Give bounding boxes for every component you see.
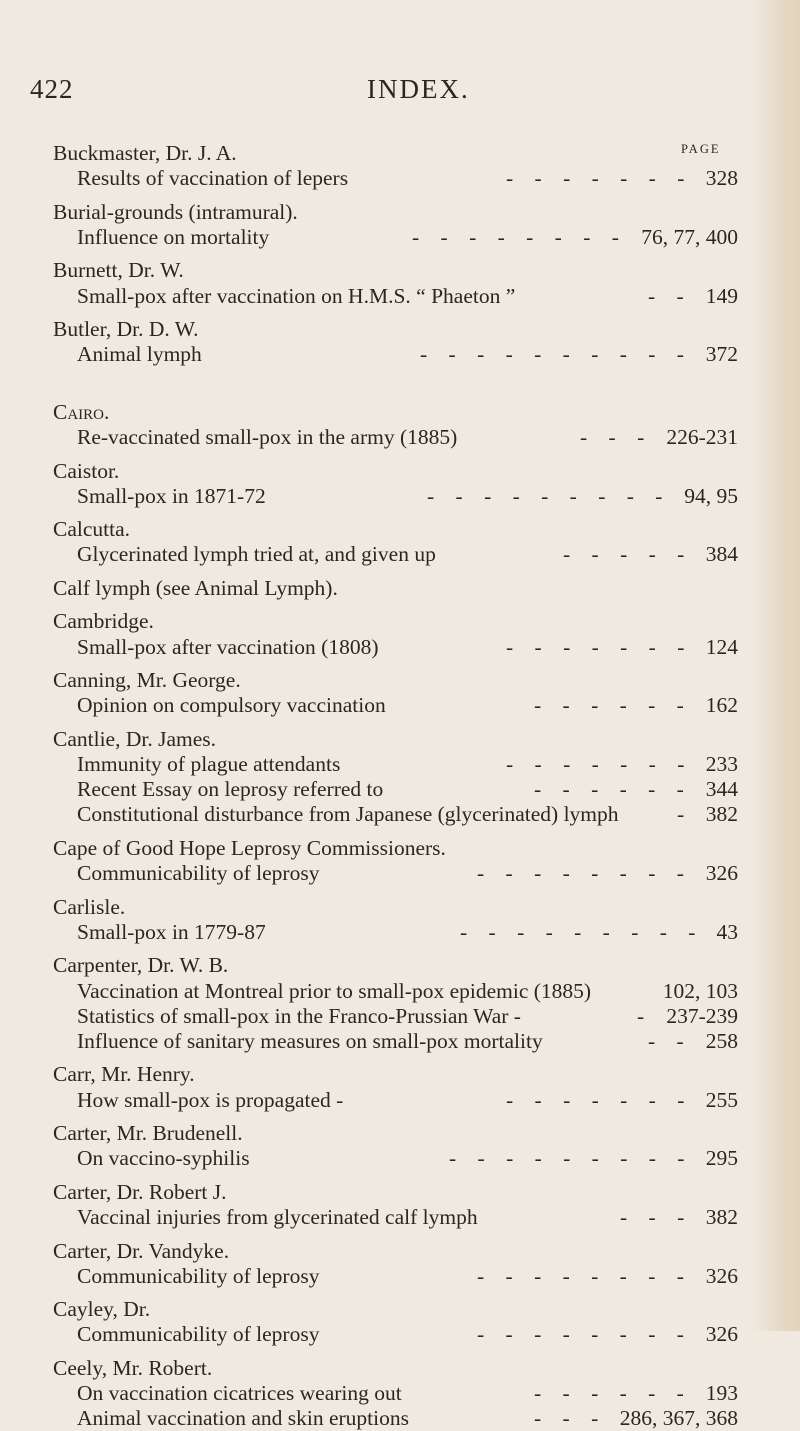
subentry-text: Small-pox in 1779-87 [77, 919, 266, 944]
dot-leader: - - - [534, 1406, 607, 1431]
page-column-label: PAGE [681, 142, 721, 156]
running-title: INDEX. [367, 74, 470, 104]
page-ref: 286, 367, 368 [619, 1406, 738, 1431]
subentry-text: Animal vaccination and skin eruptions [77, 1406, 409, 1431]
heading-text: Carr, Mr. Henry. [53, 1062, 195, 1087]
dot-leader: - - - - - [563, 542, 693, 567]
dot-leader: - - [648, 1028, 692, 1053]
heading-text: Carter, Dr. Robert J. [53, 1179, 227, 1204]
dot-leader: - [637, 1003, 653, 1028]
index-heading [0, 458, 800, 484]
index-subentry [0, 1380, 800, 1406]
heading-text: Carlisle. [53, 894, 126, 919]
index-subentry [0, 1003, 800, 1029]
heading-text: Buckmaster, Dr. J. A. [53, 141, 237, 165]
subentry-text: On vaccino-syphilis [77, 1146, 250, 1171]
index-heading [0, 726, 800, 752]
index-subentry [0, 224, 800, 250]
index-subentry [0, 1145, 800, 1171]
index-subentry [0, 341, 800, 367]
page-ref: 124 [705, 634, 738, 659]
index-heading [0, 1120, 800, 1146]
subentry-text: Immunity of plague attendants [77, 752, 341, 776]
index-subentry [0, 283, 800, 309]
page-ref: 43 [716, 919, 738, 944]
index-subentry [0, 1321, 800, 1347]
dot-leader: - - - - - - - [506, 634, 693, 659]
dot-leader: - - - - - - - - - [427, 483, 671, 508]
heading-text: Cape of Good Hope Leprosy Commissioners. [53, 835, 446, 860]
index-heading [0, 952, 800, 978]
index-heading [0, 1061, 800, 1087]
page-ref: 382 [705, 802, 738, 827]
heading-text: Cayley, Dr. [53, 1297, 151, 1322]
subentry-text: Communicability of leprosy [77, 1322, 320, 1347]
dot-leader: - - - - - - - - [412, 224, 627, 249]
page-ref: 255 [705, 1087, 738, 1112]
index-subentry [0, 751, 800, 777]
index-heading [0, 1179, 800, 1205]
index-subentry [0, 860, 800, 886]
page-ref: 102, 103 [662, 978, 738, 1003]
page-ref: 344 [705, 777, 738, 802]
dot-leader: - - - - - - - [506, 1087, 693, 1112]
index-subentry [0, 1263, 800, 1289]
dot-leader: - - - - - - - - [477, 1263, 692, 1288]
index-heading [0, 316, 800, 342]
dot-leader: - - - - - - - - - [460, 919, 704, 944]
subentry-text: Influence of sanitary measures on small-pox mortality [77, 1028, 543, 1053]
dot-leader: - - - - - - - [506, 166, 693, 191]
heading-text: Burial-grounds (intramural). [53, 199, 298, 224]
subentry-text: Influence on mortality [77, 224, 270, 249]
subentry-text: Small-pox after vaccination (1808) [77, 634, 379, 659]
dot-leader: - - - - - - [534, 1381, 692, 1406]
page-ref: 384 [705, 542, 738, 567]
index-subentry [0, 424, 800, 450]
subentry-text: Statistics of small-pox in the Franco-Prussian War - [77, 1003, 521, 1028]
page-ref: 94, 95 [684, 483, 738, 508]
dot-leader: - - - - - - - - - [449, 1146, 693, 1171]
index-subentry [0, 165, 800, 191]
index-heading [0, 575, 800, 601]
heading-text: Canning, Mr. George. [53, 668, 241, 693]
index-heading [0, 608, 800, 634]
dot-leader: - - - - - - - - [477, 861, 692, 886]
dot-leader: - - - [620, 1205, 693, 1229]
index-subentry [0, 634, 800, 660]
index-heading [0, 894, 800, 920]
heading-text: Calcutta. [53, 517, 131, 542]
heading-text: Carter, Dr. Vandyke. [53, 1238, 230, 1263]
page-ref: 326 [705, 1263, 738, 1288]
heading-text: Cantlie, Dr. James. [53, 726, 217, 751]
index-heading [0, 257, 800, 283]
subentry-text: Recent Essay on leprosy referred to [77, 777, 384, 802]
subentry-text: Constitutional disturbance from Japanese (glycerinated) lymph [77, 802, 619, 827]
index-subentry [0, 919, 800, 945]
page-ref: 149 [705, 283, 738, 308]
subentry-text: Vaccination at Montreal prior to small-pox epidemic (1885) [77, 978, 592, 1003]
index-heading [0, 667, 800, 693]
index-subentry [0, 801, 800, 827]
dot-leader: - [677, 802, 693, 827]
subentry-text: Vaccinal injuries from glycerinated calf lymph [77, 1205, 478, 1229]
page-number: 422 [30, 74, 74, 104]
dot-leader: - - - - - - - [506, 752, 693, 776]
index-subentry [0, 776, 800, 802]
subentry-text: Small-pox in 1871-72 [77, 483, 266, 508]
heading-text: Carter, Mr. Brudenell. [53, 1121, 243, 1146]
page-ref: 193 [705, 1381, 738, 1406]
heading-text: Butler, Dr. D. W. [53, 317, 199, 342]
index-subentry [0, 483, 800, 509]
index-subentry [0, 692, 800, 718]
dot-leader: - - - - - - - - [477, 1322, 692, 1347]
page-ref: 328 [705, 166, 738, 191]
page-ref: 295 [705, 1146, 738, 1171]
page-ref: 372 [705, 342, 738, 367]
page-ref: 226-231 [666, 425, 738, 449]
page-ref: 233 [705, 752, 738, 776]
index-heading [0, 516, 800, 542]
dot-leader: - - - - - - [534, 693, 692, 718]
subentry-text: Re-vaccinated small-pox in the army (1885) [77, 425, 458, 449]
dot-leader: - - - - - - - - - - [420, 342, 692, 367]
index-heading [0, 1238, 800, 1264]
index-subentry [0, 1087, 800, 1113]
index-subentry [0, 1405, 800, 1431]
dot-leader: - - [648, 283, 692, 308]
page-ref: 382 [705, 1205, 738, 1229]
subentry-text: On vaccination cicatrices wearing out [77, 1381, 402, 1406]
index-subentry [0, 1028, 800, 1054]
heading-text: Ceely, Mr. Robert. [53, 1355, 213, 1380]
page-ref: 237-239 [666, 1003, 738, 1028]
index-heading [0, 835, 800, 861]
index-heading [0, 199, 800, 225]
index-heading [0, 399, 800, 425]
index-subentry [0, 978, 800, 1004]
page-ref: 162 [705, 693, 738, 718]
heading-text: Caistor. [53, 458, 120, 483]
index-subentry [0, 1204, 800, 1230]
subentry-text: Small-pox after vaccination on H.M.S. “ Phaeton ” [77, 283, 516, 308]
subentry-text: Opinion on compulsory vaccination [77, 693, 386, 718]
subentry-text: Communicability of leprosy [77, 861, 320, 886]
page-ref: 258 [705, 1028, 738, 1053]
heading-text: Cambridge. [53, 609, 154, 634]
subentry-text: Results of vaccination of lepers [77, 166, 349, 191]
index-heading [0, 140, 800, 166]
heading-text: Cairo. [53, 399, 110, 424]
subentry-text: Communicability of leprosy [77, 1263, 320, 1288]
index-subentry [0, 541, 800, 567]
heading-text: Carpenter, Dr. W. B. [53, 953, 229, 978]
heading-text: Burnett, Dr. W. [53, 258, 184, 283]
page-ref: 326 [705, 861, 738, 886]
heading-text: Calf lymph (see Animal Lymph). [53, 575, 338, 600]
subentry-text: Animal lymph [77, 342, 202, 367]
subentry-text: How small-pox is propagated - [77, 1087, 344, 1112]
index-heading [0, 1296, 800, 1322]
subentry-text: Glycerinated lymph tried at, and given up [77, 542, 436, 567]
dot-leader: - - - - - - [534, 777, 692, 802]
page-ref: 76, 77, 400 [641, 224, 738, 249]
dot-leader: - - - [580, 425, 653, 449]
index-heading [0, 1355, 800, 1381]
page-ref: 326 [705, 1322, 738, 1347]
